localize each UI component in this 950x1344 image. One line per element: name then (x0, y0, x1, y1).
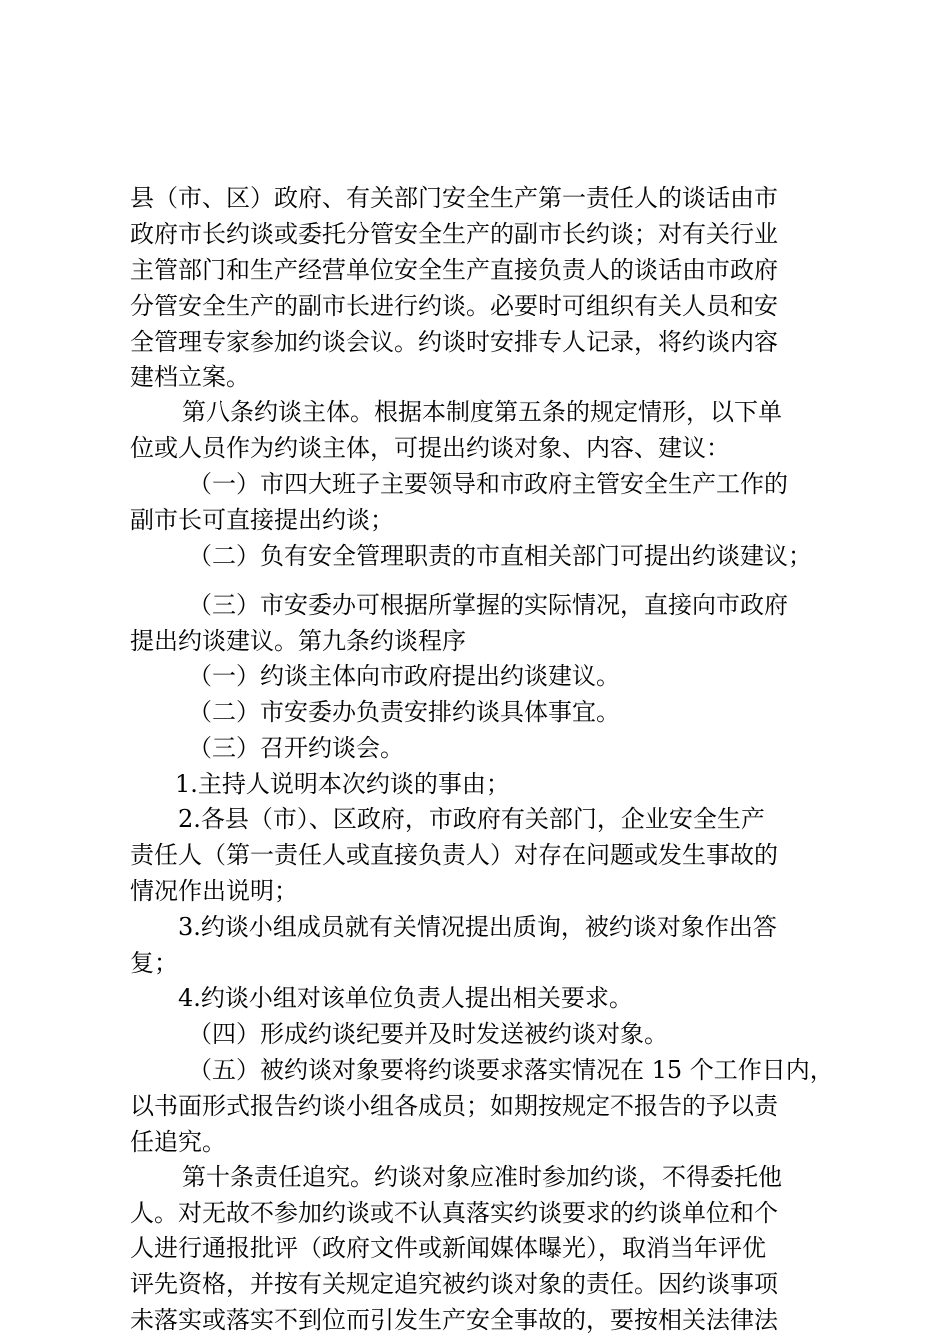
body-text-line: 建档立案。 (130, 362, 250, 391)
list-item-line: （三）召开约谈会。 (188, 733, 404, 762)
body-text-line: 未落实或落实不到位而引发生产安全事故的，要按相关法律法 (130, 1306, 778, 1334)
list-item-line: （三）市安委办可根据所掌握的实际情况，直接向市政府 (188, 591, 788, 620)
body-text-line: 位或人员作为约谈主体，可提出约谈对象、内容、建议： (130, 434, 730, 463)
body-text-line: 复； (130, 949, 178, 977)
list-item-line: （一）市四大班子主要领导和市政府主管安全生产工作的 (188, 470, 788, 499)
list-item-line: （二）负有安全管理职责的市直相关部门可提出约谈建议； (188, 541, 812, 570)
numbered-item-line: 1.主持人说明本次约谈的事由； (175, 769, 510, 798)
list-item-line: （五）被约谈对象要将约谈要求落实情况在 15 个工作日内， (188, 1055, 834, 1084)
body-text-line: 主管部门和生产经营单位安全生产直接负责人的谈话由市政府 (130, 255, 778, 284)
list-item-line: （一）约谈主体向市政府提出约谈建议。 (188, 661, 620, 690)
numbered-item-line: 2.各县（市）、区政府，市政府有关部门，企业安全生产 (178, 805, 765, 834)
body-text-line: 情况作出说明； (130, 877, 298, 906)
body-text-line: 全管理专家参加约谈会议。约谈时安排专人记录，将约谈内容 (130, 327, 778, 356)
numbered-item-line: 3.约谈小组成员就有关情况提出质询，被约谈对象作出答 (178, 913, 777, 942)
body-text-line: 任追究。 (130, 1127, 226, 1156)
list-item-line: （二）市安委办负责安排约谈具体事宜。 (188, 697, 620, 726)
body-text-line: 人。对无故不参加约谈或不认真落实约谈要求的约谈单位和个 (130, 1199, 778, 1228)
body-text-line: 人进行通报批评（政府文件或新闻媒体曝光），取消当年评优 (130, 1234, 766, 1263)
list-item-line: （四）形成约谈纪要并及时发送被约谈对象。 (188, 1019, 668, 1048)
body-text-line: 评先资格，并按有关规定追究被约谈对象的责任。因约谈事项 (130, 1270, 778, 1299)
article-8-heading-line: 第八条约谈主体。根据本制度第五条的规定情形，以下单 (182, 398, 782, 427)
body-text-line: 县（市、区）政府、有关部门安全生产第一责任人的谈话由市 (130, 184, 778, 212)
numbered-item-line: 4.约谈小组对该单位负责人提出相关要求。 (178, 983, 633, 1012)
body-text-line: 政府市长约谈或委托分管安全生产的副市长约谈；对有关行业 (130, 219, 778, 248)
body-text-line: 以书面形式报告约谈小组各成员；如期按规定不报告的予以责 (130, 1091, 778, 1120)
body-text-line: 分管安全生产的副市长进行约谈。必要时可组织有关人员和安 (130, 291, 778, 320)
article-10-heading-line: 第十条责任追究。约谈对象应准时参加约谈，不得委托他 (182, 1163, 782, 1192)
body-text-line: 副市长可直接提出约谈； (130, 506, 394, 535)
body-text-line: 提出约谈建议。第九条约谈程序 (130, 626, 466, 655)
body-text-line: 责任人（第一责任人或直接负责人）对存在问题或发生事故的 (130, 841, 778, 870)
